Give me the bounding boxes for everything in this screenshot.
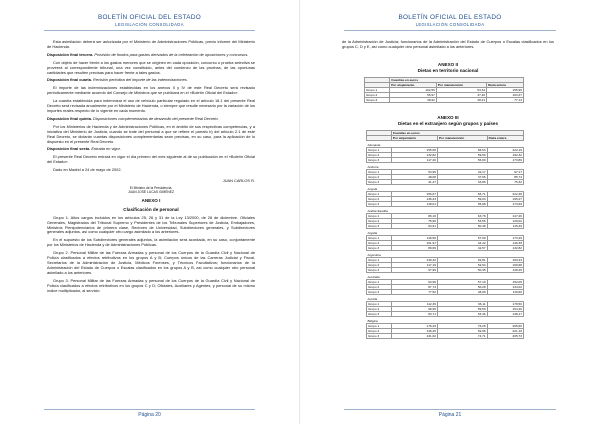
table-row-label: Grupo 1 xyxy=(367,191,392,196)
table-cell: 48,09 xyxy=(437,289,487,294)
table-cell: 118,01 xyxy=(391,201,437,206)
table-cell: 37,40 xyxy=(436,92,486,97)
paragraph: de la Administración de Justicia; funcionarios de la Administración del Estado de Cuerpos o Escalas clasificados en los grupos C, D y E, así como cualquier otro personal asimilado a los anteriores. xyxy=(342,39,554,49)
table-cell: 66,11 xyxy=(437,301,487,306)
page-header xyxy=(0,0,299,31)
annex3-table xyxy=(366,130,524,339)
table-cell: 62,96 xyxy=(437,328,487,333)
table-cell: 66,53 xyxy=(437,147,487,152)
provision-heading: Disposición final cuarta. Revisión periódica del importe de las indemnizaciones. xyxy=(47,77,188,83)
table-cell: 42,57 xyxy=(437,245,487,250)
table-cell: 63,76 xyxy=(437,213,487,218)
table-cell: 173,69 xyxy=(487,201,523,206)
table-header-cell: Por manutención xyxy=(436,82,486,87)
table-cell: 77,13 xyxy=(487,97,524,102)
table-cell: 102,56 xyxy=(390,87,437,92)
table-cell: 52,64 xyxy=(437,262,487,267)
table-cell: 103,37 xyxy=(487,92,524,97)
table-row-label: Grupo 1 xyxy=(367,235,392,240)
table-cell: 221,19 xyxy=(487,328,523,333)
table-cell: 129,02 xyxy=(487,218,523,223)
table-row-label: Grupo 3 xyxy=(367,201,392,206)
table-row xyxy=(367,333,524,338)
table-cell: 77,52 xyxy=(391,289,437,294)
table-cell: 146,45 xyxy=(391,328,437,333)
header-subtitle: LEGISLACIÓN CONSOLIDADA xyxy=(415,22,485,27)
signature: JUAN CARLOS R. xyxy=(222,178,255,184)
paragraph: En el supuesto de los Subdirectores generales adjuntos, la asimilación será acordada, en su caso, conjuntamente por los Ministerios de Hacienda y de Administraciones Públicas. xyxy=(47,237,255,248)
country-name: Argentina xyxy=(367,252,381,257)
table-row-label: Grupo 2 xyxy=(367,262,392,267)
annex-subtitle: Dietas en el extranjero según grupos y países xyxy=(397,120,499,126)
table-cell: 205,73 xyxy=(487,333,523,338)
table-row-label: Grupo 2 xyxy=(367,196,392,201)
table-cell: 85,74 xyxy=(487,174,523,179)
table-cell: 193,23 xyxy=(487,257,523,262)
table-row-label: Grupo 1 xyxy=(367,323,392,328)
paragraph: Con objeto de hacer frente a los gastos menores que se originen en cada oposición, concurso o prueba selectiva se proveerá al correspondiente tribunal, una vez constituido, antes del comienzo de las pruebas, de las oportunas cantidades que resulten precisas para hacer frente a tales gastos. xyxy=(47,59,255,75)
table-cell: 55,68 xyxy=(437,201,487,206)
table-row-label: Grupo 2 xyxy=(367,152,392,157)
table-cell: 173,89 xyxy=(487,157,523,162)
table-row-label: Grupo 2 xyxy=(367,174,392,179)
table-cell: 173,49 xyxy=(487,235,523,240)
table-cell: 28,21 xyxy=(436,97,486,102)
table-cell: 138,17 xyxy=(487,311,523,316)
table-cell: 57,10 xyxy=(437,279,487,284)
country-row xyxy=(367,294,524,301)
table-row-label: Grupo 2 xyxy=(365,92,390,97)
country-name: Andorra xyxy=(367,164,379,169)
paragraph: La cuantía establecida para indemnizar el uso de vehículo particular regulado en el artículo 18.1 del presente Real Decreto será revisada anualmente por el Ministerio de Hacienda, o siempre que resulte necesario por la variación de los importes reales respecto de lo vigente en cada momento. xyxy=(47,98,255,113)
country-row xyxy=(367,272,524,279)
table-cell: 53,34 xyxy=(436,87,486,92)
table-cell: 50,45 xyxy=(437,267,487,272)
table-row-label: Grupo 3 xyxy=(367,333,392,338)
table-cell: 53,46 xyxy=(437,311,487,316)
header-subtitle: LEGISLACIÓN CONSOLIDADA xyxy=(115,22,184,27)
country-name: Argelia xyxy=(367,230,378,235)
right-body xyxy=(342,40,554,339)
paragraph: Grupo 1. Altos cargos incluidos en los artículos 25, 26 y 31 de la Ley 13/2000, de 28 de diciembre. Oficiales Generales, Magistrados del Tribunal Supremo y Presidentes de los Tribunales Superiores de Justicia, Embajadores, Ministros Plenipotenciarios de primera clase, Rectores de Universidad, Subdirectores generales, y Subdirectores generales adjuntos, así como cualquier otro cargo asimilado a los anteriores. xyxy=(47,214,255,235)
table-cell: 53,56 xyxy=(437,218,487,223)
table-row-label: Grupo 1 xyxy=(367,169,392,174)
table-cell: 57,09 xyxy=(437,235,487,240)
table-cell: 54,99 xyxy=(391,169,437,174)
paragraph: Dado en Madrid a 24 de mayo de 2002. xyxy=(53,167,122,173)
paragraph: Por los Ministerios de Hacienda y de Administraciones Públicas, en el ámbito de sus respectivas competencias, y a iniciativa del Ministerio de Justicia, cuando se trate del personal a que se refiere el párrafo b) del artículo 2.1 de este Real Decreto, se dictarán cuantas disposiciones complementarias sean precisas, en su caso, para la aplicación de lo dispuesto en el presente Real Decreto. xyxy=(47,123,255,144)
table-cell: 176,29 xyxy=(391,323,437,328)
table-cell: 44,42 xyxy=(437,240,487,245)
table-cell: 146,39 xyxy=(487,240,523,245)
table-cell: 50,48 xyxy=(437,223,487,228)
table-header-cell: Por manutención xyxy=(437,135,487,140)
table-row-label: Grupo 3 xyxy=(367,179,392,184)
table-row-label: Grupo 1 xyxy=(367,301,392,306)
page-right xyxy=(300,0,600,424)
country-row xyxy=(367,140,524,147)
table-cell: 86,16 xyxy=(391,213,437,218)
table-cell: 48,08 xyxy=(391,174,437,179)
table-cell: 76,26 xyxy=(437,323,487,328)
table-cell: 97,17 xyxy=(487,169,523,174)
table-cell: 117,20 xyxy=(391,157,437,162)
table-cell: 131,02 xyxy=(391,333,437,338)
table-row-label: Grupo 1 xyxy=(367,279,392,284)
annex-title: ANEXO III xyxy=(437,114,459,120)
table-cell: 65,71 xyxy=(437,191,487,196)
table-row-label: Grupo 1 xyxy=(367,257,392,262)
provision-heading: Disposición final tercera. Provisión de fondos para gastos derivados de la celebración de oposiciones y concursos. xyxy=(47,51,249,57)
table-cell: 136,23 xyxy=(391,196,437,201)
table-cell: 101,97 xyxy=(391,240,437,245)
table-row-label: Grupo 1 xyxy=(367,147,392,152)
paragraph: El importe de las indemnizaciones establecidas en los anexos II y IV de este Real Decreto será revisado periódicamente mediante acuerdo del Consejo de Ministros que se publicará en el «Boletín Oficial del Estado». xyxy=(47,85,255,96)
table-cell: 75,90 xyxy=(391,218,437,223)
table-cell: 48,92 xyxy=(390,97,437,102)
table-cell: 156,67 xyxy=(391,191,437,196)
annex-subtitle: Clasificación de personal xyxy=(123,206,179,212)
table-row-label: Grupo 3 xyxy=(367,289,392,294)
table-cell: 222,19 xyxy=(487,147,523,152)
country-row xyxy=(367,250,524,257)
table-row-label: Grupo 3 xyxy=(367,311,392,316)
page-footer: Página 21 xyxy=(344,409,556,418)
annex3-table-body xyxy=(367,140,524,338)
country-name: Austria xyxy=(367,296,378,301)
annex-title: ANEXO II xyxy=(437,61,459,67)
table-cell: 41,47 xyxy=(391,179,437,184)
table-cell: 42,17 xyxy=(437,169,487,174)
table-cell: 169,68 xyxy=(487,262,523,267)
country-name: Arabia Saudita xyxy=(367,208,388,213)
table-cell: 62,81 xyxy=(437,257,487,262)
page-footer: Página 20 xyxy=(44,409,255,418)
table-header-cell: Por alojamiento xyxy=(391,135,437,140)
table-cell: 99,96 xyxy=(391,306,437,311)
table-cell: 112,39 xyxy=(391,301,437,306)
table-row xyxy=(365,97,524,102)
paragraph: El presente Real Decreto entrará en vigor el día primero del mes siguiente al de su publicación en el «Boletín Oficial del Estado». xyxy=(47,154,255,165)
table-header-cell: Por alojamiento xyxy=(390,82,437,87)
paragraph: Esta asimilación deberá ser autorizada por el Ministerio de Administraciones Públicas, previo informe del Ministerio de Hacienda. xyxy=(47,39,255,49)
header-title: BOLETÍN OFICIAL DEL ESTADO xyxy=(398,14,502,21)
table-cell: 130,42 xyxy=(391,257,437,262)
table-cell: 89,69 xyxy=(391,245,437,250)
table-cell: 33,86 xyxy=(437,179,487,184)
table-cell: 155,66 xyxy=(391,147,437,152)
country-row xyxy=(367,316,524,323)
table-cell: 94,96 xyxy=(391,279,437,284)
country-row xyxy=(367,228,524,235)
annex-title: ANEXO I xyxy=(141,197,161,203)
table-cell: 155,90 xyxy=(487,87,524,92)
country-name: Bélgica xyxy=(367,318,378,323)
header-title: BOLETÍN OFICIAL DEL ESTADO xyxy=(97,14,202,21)
table-cell: 178,50 xyxy=(487,301,523,306)
table-row-label: Grupo 2 xyxy=(367,328,392,333)
table-row-label: Grupo 3 xyxy=(367,267,392,272)
paragraph: Grupo 3. Personal Militar de las Fuerzas Armadas y personal de los Cuerpos de la Guardia Civil y Nacional de Policía clasificados a efectos retributivos en los grupos C y D; Oficiales, Auxiliares y Agentes, y personal de su mismo índice multiplicador, al servicio xyxy=(47,277,255,293)
left-body xyxy=(47,40,255,296)
table-cell: 65,97 xyxy=(390,92,437,97)
provision-heading: Disposición final sexta. Entrada en vigor. xyxy=(47,146,121,152)
table-cell: 147,26 xyxy=(487,213,523,218)
table-cell: 195,27 xyxy=(487,196,523,201)
provision-heading: Disposición final quinta. Disposiciones complementarias de desarrollo del presente Real Decreto. xyxy=(47,115,219,121)
table-cell: 119,60 xyxy=(487,289,523,294)
table-cell: 222,38 xyxy=(487,191,523,196)
table-cell: 132,82 xyxy=(391,152,437,157)
table-cell: 97,96 xyxy=(391,267,437,272)
table-cell: 84,71 xyxy=(391,311,437,316)
table-row-label: Grupo 2 xyxy=(367,240,392,245)
table-row-label: Grupo 2 xyxy=(367,306,392,311)
table-cell: 132,82 xyxy=(487,245,523,250)
table-header-cell: Dieta entera xyxy=(487,82,524,87)
annex2-table xyxy=(364,77,524,103)
table-cell: 56,69 xyxy=(437,157,487,162)
annex-subtitle: Dietas en territorio nacional xyxy=(417,67,479,73)
table-row-label: Grupo 3 xyxy=(367,157,392,162)
country-row xyxy=(367,184,524,191)
table-cell: 59,03 xyxy=(437,196,487,201)
table-row-label: Grupo 3 xyxy=(367,223,392,228)
table-cell: 37,66 xyxy=(437,174,487,179)
table-cell: 74,71 xyxy=(437,333,487,338)
table-cell: 87,74 xyxy=(391,284,437,289)
header-rule xyxy=(344,30,556,31)
country-name: Australia xyxy=(367,274,380,279)
page-header xyxy=(300,0,600,31)
table-row-label: Grupo 2 xyxy=(367,218,392,223)
table-cell: 59,50 xyxy=(437,306,487,311)
table-cell: 116,56 xyxy=(391,235,437,240)
country-row xyxy=(367,206,524,213)
table-cell: 75,32 xyxy=(487,179,523,184)
table-cell: 152,06 xyxy=(487,279,523,284)
table-row-label: Grupo 3 xyxy=(365,97,390,102)
header-rule xyxy=(44,30,255,31)
country-name: Angola xyxy=(367,186,378,191)
table-row-label: Grupo 3 xyxy=(367,245,392,250)
annex2-table-body xyxy=(365,87,524,102)
country-row xyxy=(367,162,524,169)
table-cell: 265,66 xyxy=(487,323,523,328)
table-cell: 50,28 xyxy=(437,284,487,289)
country-name: Alemania xyxy=(367,142,381,147)
table-header-cell: Cuantías en euros xyxy=(390,77,524,82)
table-row-label: Grupo 1 xyxy=(367,213,392,218)
table-row-label: Grupo 1 xyxy=(365,87,390,92)
table-cell: 154,40 xyxy=(487,306,523,311)
table-cell: 134,02 xyxy=(487,284,523,289)
table-cell: 192,32 xyxy=(487,152,523,157)
table-cell: 59,50 xyxy=(437,152,487,157)
paragraph: Grupo 2. Personal Militar de las Fuerzas Armadas y personal de los Cuerpos de la Guardia Civil y Nacional de Policía clasificados a efectos retributivos en los grupos A y B; Cuerpos únicos de las Carreras Judicial y Fiscal, Secretarios de la Administración de Justicia, Médicos Forenses, y Técnicos Facultativos; funcionarios de la Administración del Estado de Cuerpos o Escalas clasificados en los grupos A y B, así como cualquier otro personal asimilado a los anteriores. xyxy=(47,250,255,275)
table-row-label: Grupo 2 xyxy=(367,284,392,289)
table-cell: 115,39 xyxy=(487,223,523,228)
table-cell: 64,91 xyxy=(391,223,437,228)
table-header-cell: Dieta entera xyxy=(487,135,523,140)
table-header-cell: Cuantías en euros xyxy=(391,130,523,135)
table-cell: 148,45 xyxy=(487,267,523,272)
signature-note: El Ministro de la Presidencia, JUAN JOSÉ LUCAS GIMÉNEZ xyxy=(128,185,174,194)
table-cell: 117,19 xyxy=(391,262,437,267)
